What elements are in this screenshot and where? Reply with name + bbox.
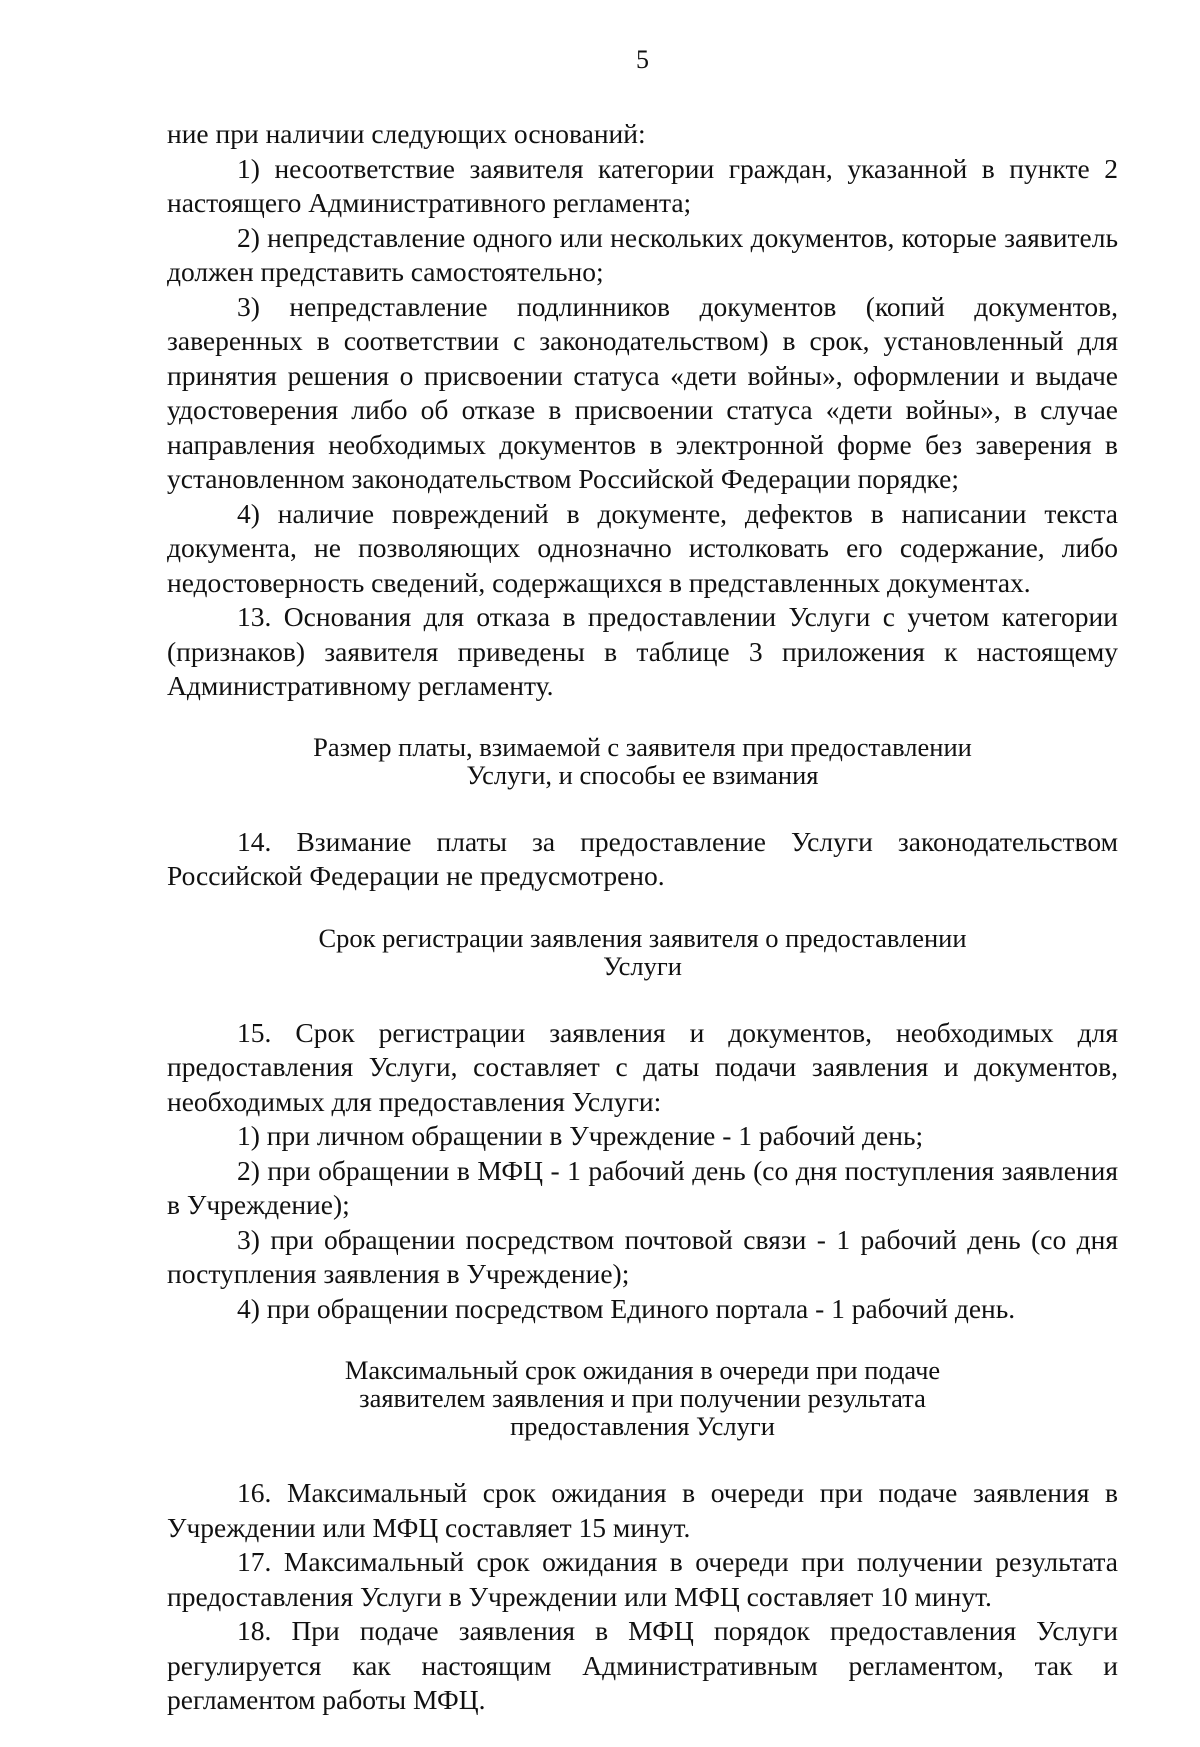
paragraph-item-4: 4) наличие повреждений в документе, дефектов в написании текста документа, не позволяющих однозначно истолковать его содержание, либо недостоверность сведений, содержащихся в представленных документах. bbox=[167, 497, 1118, 598]
spacer bbox=[167, 1326, 1118, 1356]
paragraph-item-1: 1) при личном обращении в Учреждение - 1 рабочий день; bbox=[237, 1120, 924, 1151]
page-number: 5 bbox=[636, 45, 649, 74]
paragraph-clause-13: 13. Основания для отказа в предоставлении Услуги с учетом категории (признаков) заявителя приведены в таблице 3 приложения к настоящему Административному регламенту. bbox=[167, 601, 1118, 701]
paragraph-item-1: 1) несоответствие заявителя категории граждан, указанной в пункте 2 настоящего Административного регламента; bbox=[167, 152, 1118, 218]
document-body bbox=[167, 117, 1118, 1718]
paragraph-item-4: 4) при обращении посредством Единого портала - 1 рабочий день. bbox=[237, 1292, 1016, 1324]
paragraph-item-2: 2) непредставление одного или нескольких документов, которые заявитель должен представить самостоятельно; bbox=[167, 221, 1118, 287]
section-heading-queue: Максимальный срок ожидания в очереди при подаче заявителем заявления и при получении результата предоставления Услуги bbox=[344, 1355, 941, 1441]
section-heading-registration: Срок регистрации заявления заявителя о предоставлении Услуги bbox=[318, 922, 967, 981]
paragraph-clause-14: 14. Взимание платы за предоставление Услуги законодательством Российской Федерации не предусмотрено. bbox=[167, 825, 1118, 891]
spacer bbox=[167, 704, 1118, 733]
paragraph-item-3: 3) непредставление подлинников документов (копий документов, заверенных в соответствии с законодательством) в срок, установленный для принятия решения о присвоении статуса «дети войны», оформлении и выдаче удостоверения либо об отказе в присвоении статуса «дети войны», в случае направления необходимых документов в электронной форме без заверения в установленном законодательством Российской Федерации порядке; bbox=[167, 290, 1118, 494]
section-heading-fee: Размер платы, взимаемой с заявителя при предоставлении Услуги, и способы ее взимания bbox=[313, 731, 972, 790]
spacer bbox=[167, 789, 1118, 825]
paragraph-clause-16: 16. Максимальный срок ожидания в очереди при подаче заявления в Учреждении или МФЦ составляет 15 минут. bbox=[167, 1477, 1118, 1543]
paragraph-clause-18: 18. При подаче заявления в МФЦ порядок предоставления Услуги регулируется как настоящим Административным регламентом, так и регламентом работы МФЦ. bbox=[167, 1615, 1118, 1715]
spacer bbox=[167, 980, 1118, 1016]
paragraph-clause-15: 15. Срок регистрации заявления и документов, необходимых для предоставления Услуги, составляет с даты подачи заявления и документов, необходимых для предоставления Услуги: bbox=[167, 1016, 1118, 1117]
paragraph-item-3: 3) при обращении посредством почтовой связи - 1 рабочий день (со дня поступления заявления в Учреждение); bbox=[167, 1223, 1118, 1289]
paragraph-clause-17: 17. Максимальный срок ожидания в очереди при получении результата предоставления Услуги в Учреждении или МФЦ составляет 10 минут. bbox=[167, 1546, 1118, 1612]
spacer bbox=[167, 1440, 1118, 1476]
paragraph-item-2: 2) при обращении в МФЦ - 1 рабочий день (со дня поступления заявления в Учреждение); bbox=[167, 1154, 1118, 1220]
spacer bbox=[167, 894, 1118, 924]
paragraph-continuation: ние при наличии следующих оснований: bbox=[167, 118, 646, 149]
